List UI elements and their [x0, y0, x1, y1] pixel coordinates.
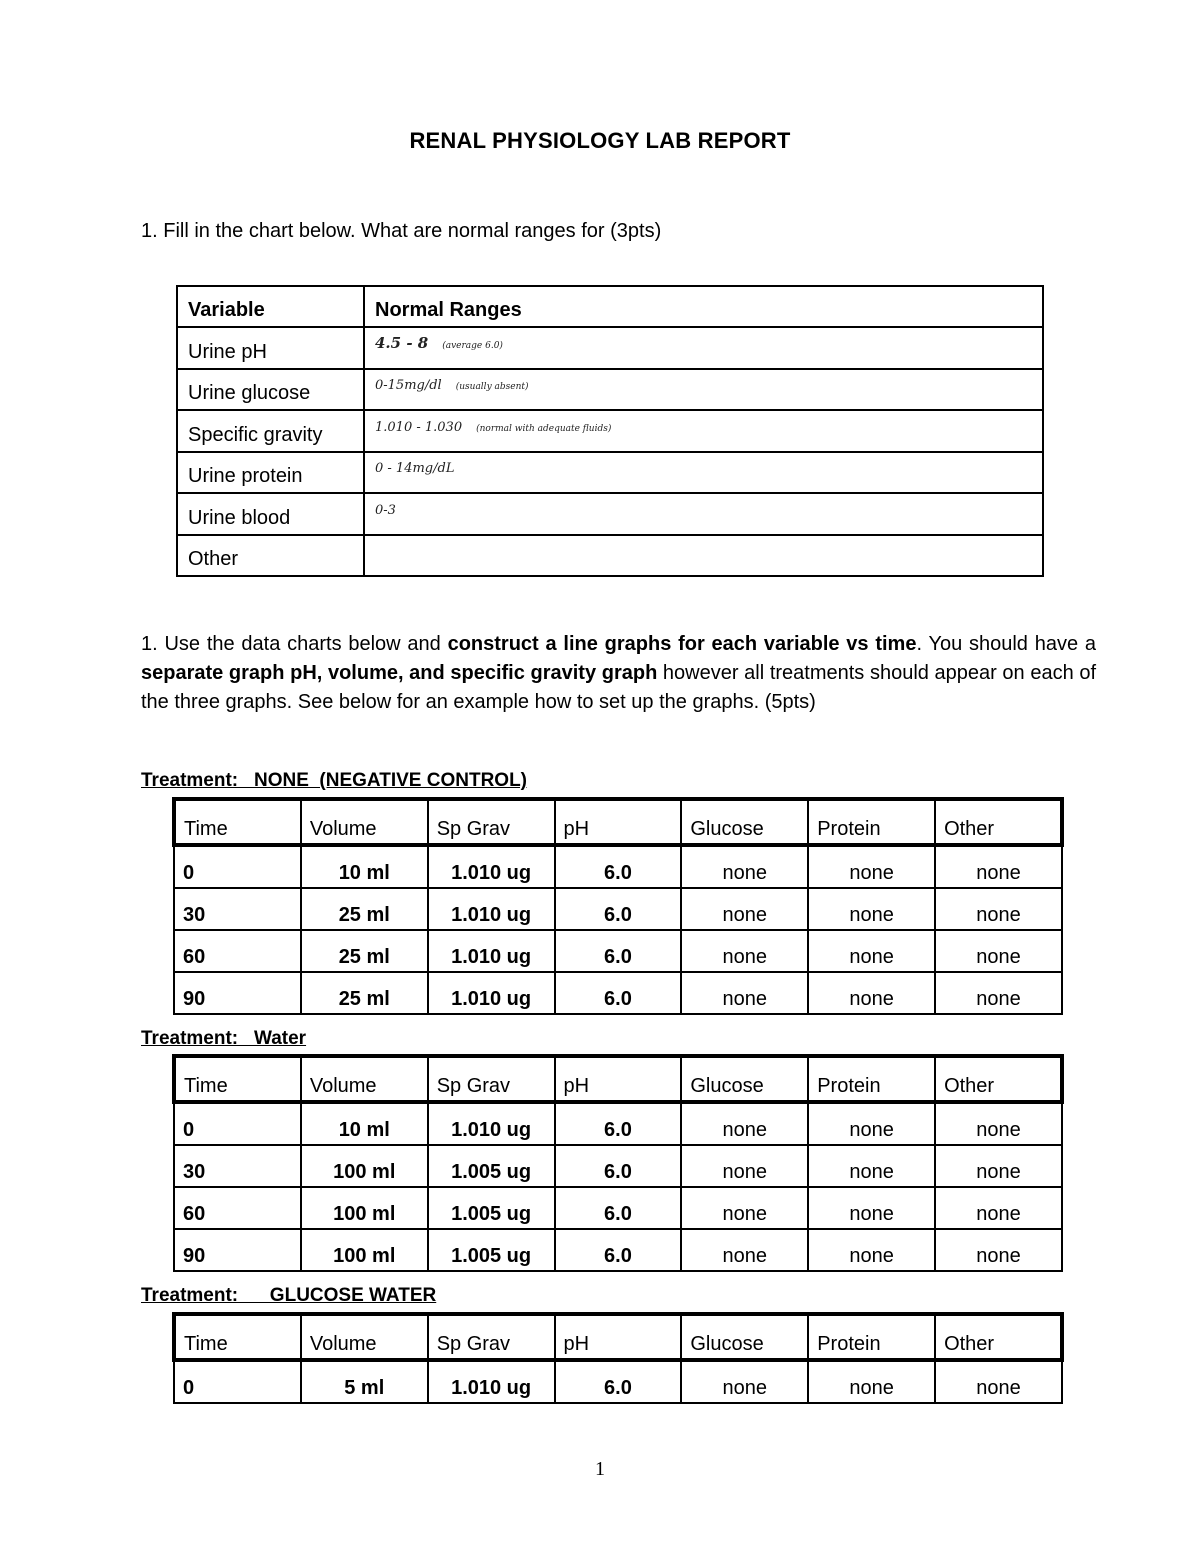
- column-header: Sp Grav: [428, 1314, 555, 1360]
- table-cell: 1.010 ug: [428, 1102, 555, 1145]
- normal-range-cell: [364, 410, 1043, 451]
- table-cell: 1.010 ug: [428, 845, 555, 888]
- page-number: 1: [595, 1458, 605, 1480]
- table-cell: none: [681, 1229, 808, 1271]
- column-header: Glucose: [681, 799, 808, 845]
- table-cell: 90: [174, 972, 301, 1014]
- table-cell: 1.010 ug: [428, 972, 555, 1014]
- table-cell: none: [935, 1102, 1062, 1145]
- table-cell: none: [935, 972, 1062, 1014]
- ranges-row: [177, 369, 1043, 410]
- table-cell: none: [808, 1145, 935, 1187]
- table-cell: none: [808, 845, 935, 888]
- normal-range-cell: [364, 452, 1043, 493]
- table-cell: 1.005 ug: [428, 1145, 555, 1187]
- table-cell: 90: [174, 1229, 301, 1271]
- table-cell: none: [935, 845, 1062, 888]
- treatment-label-negative-control: Treatment: NONE (NEGATIVE CONTROL): [141, 770, 528, 791]
- column-header: Glucose: [681, 1056, 808, 1102]
- column-header: Sp Grav: [428, 1056, 555, 1102]
- table-cell: 10 ml: [301, 1102, 428, 1145]
- variable-name: Specific gravity: [177, 410, 364, 451]
- graph-instructions: 1. Use the data charts below and construct a line graphs for each variable vs time. You should have a separate graph pH, volume, and specific gravity graph however all treatments should appear on each of the three graphs. See below for an example how to set up the graphs. (5pts): [141, 633, 1097, 713]
- table-row: [174, 972, 1062, 1014]
- ranges-row: [177, 327, 1043, 368]
- table-cell: none: [681, 1145, 808, 1187]
- normal-range-cell: [364, 493, 1043, 534]
- table-cell: none: [935, 888, 1062, 930]
- table-cell: none: [935, 1229, 1062, 1271]
- column-header: Glucose: [681, 1314, 808, 1360]
- column-header: Volume: [301, 1056, 428, 1102]
- table-cell: none: [935, 930, 1062, 972]
- column-header: Time: [174, 799, 301, 845]
- column-header: Other: [935, 1314, 1062, 1360]
- table-cell: 30: [174, 1145, 301, 1187]
- table-row: [174, 1187, 1062, 1229]
- table-cell: 1.010 ug: [428, 930, 555, 972]
- handwritten-range: 0-15mg/dl: [375, 378, 442, 394]
- table-row: [174, 1102, 1062, 1145]
- table-cell: 6.0: [555, 1187, 682, 1229]
- treatment-label-water: Treatment: Water: [141, 1028, 307, 1049]
- handwritten-note: (usually absent): [455, 382, 529, 393]
- ranges-row: [177, 410, 1043, 451]
- table-cell: 6.0: [555, 930, 682, 972]
- normal-range-cell: [364, 369, 1043, 410]
- table-cell: 60: [174, 1187, 301, 1229]
- ranges-header-cell: Normal Ranges: [364, 286, 1043, 327]
- table-cell: none: [935, 1187, 1062, 1229]
- variable-name: Urine glucose: [177, 369, 364, 410]
- table-cell: 6.0: [555, 845, 682, 888]
- table-cell: none: [935, 1360, 1062, 1403]
- normal-ranges-table: [176, 285, 1044, 577]
- table-cell: 6.0: [555, 1145, 682, 1187]
- ranges-row: [177, 452, 1043, 493]
- table-cell: 6.0: [555, 888, 682, 930]
- table-cell: 5 ml: [301, 1360, 428, 1403]
- column-header: Other: [935, 1056, 1062, 1102]
- table-cell: 1.010 ug: [428, 1360, 555, 1403]
- column-header: Other: [935, 799, 1062, 845]
- table-cell: 1.005 ug: [428, 1229, 555, 1271]
- table-cell: none: [808, 972, 935, 1014]
- handwritten-note: (average 6.0): [442, 340, 503, 351]
- table-cell: none: [808, 888, 935, 930]
- table-cell: 6.0: [555, 1360, 682, 1403]
- table-cell: 0: [174, 845, 301, 888]
- handwritten-range: 0 - 14mg/dL: [375, 461, 455, 477]
- ranges-row: [177, 535, 1043, 576]
- table-cell: none: [808, 930, 935, 972]
- variable-name: Urine protein: [177, 452, 364, 493]
- table-row: [174, 1229, 1062, 1271]
- column-header: Volume: [301, 1314, 428, 1360]
- column-header: Protein: [808, 799, 935, 845]
- ranges-row: [177, 493, 1043, 534]
- handwritten-range: 0-3: [375, 502, 396, 518]
- column-header: pH: [555, 1314, 682, 1360]
- table-cell: 6.0: [555, 1229, 682, 1271]
- table-cell: none: [681, 1360, 808, 1403]
- table-cell: none: [808, 1360, 935, 1403]
- handwritten-range: 4.5 - 8: [375, 333, 429, 352]
- normal-range-cell: [364, 327, 1043, 368]
- table-cell: 0: [174, 1102, 301, 1145]
- table-cell: none: [808, 1229, 935, 1271]
- table-cell: none: [681, 972, 808, 1014]
- column-header: pH: [555, 799, 682, 845]
- column-header: Volume: [301, 799, 428, 845]
- table-row: [174, 930, 1062, 972]
- table-row: [174, 1360, 1062, 1403]
- table-cell: 100 ml: [301, 1145, 428, 1187]
- table-cell: none: [681, 1187, 808, 1229]
- table-row: [174, 888, 1062, 930]
- column-header: Time: [174, 1314, 301, 1360]
- question-1: 1. Fill in the chart below. What are normal ranges for (3pts): [141, 220, 662, 242]
- table-cell: none: [681, 1102, 808, 1145]
- page-title: RENAL PHYSIOLOGY LAB REPORT: [409, 128, 791, 153]
- treatment-table-glucose-water: [172, 1312, 1064, 1404]
- table-cell: 25 ml: [301, 930, 428, 972]
- table-cell: none: [935, 1145, 1062, 1187]
- table-cell: 30: [174, 888, 301, 930]
- column-header: Sp Grav: [428, 799, 555, 845]
- treatment-table-water: [172, 1054, 1064, 1272]
- table-cell: 100 ml: [301, 1229, 428, 1271]
- table-cell: 6.0: [555, 1102, 682, 1145]
- handwritten-note: (normal with adequate fluids): [476, 423, 612, 434]
- column-header: Protein: [808, 1056, 935, 1102]
- table-cell: 25 ml: [301, 888, 428, 930]
- column-header: Time: [174, 1056, 301, 1102]
- normal-range-cell: [364, 535, 1043, 576]
- table-cell: 10 ml: [301, 845, 428, 888]
- table-cell: 60: [174, 930, 301, 972]
- column-header: Protein: [808, 1314, 935, 1360]
- treatment-label-glucose-water: Treatment: GLUCOSE WATER: [141, 1285, 437, 1306]
- table-cell: none: [681, 888, 808, 930]
- table-cell: none: [681, 930, 808, 972]
- table-cell: 6.0: [555, 972, 682, 1014]
- variable-name: Urine pH: [177, 327, 364, 368]
- variable-name: Urine blood: [177, 493, 364, 534]
- table-row: [174, 845, 1062, 888]
- variable-name: Other: [177, 535, 364, 576]
- table-cell: 1.005 ug: [428, 1187, 555, 1229]
- table-cell: none: [681, 845, 808, 888]
- table-cell: 1.010 ug: [428, 888, 555, 930]
- handwritten-range: 1.010 - 1.030: [375, 419, 463, 435]
- table-cell: 100 ml: [301, 1187, 428, 1229]
- table-cell: none: [808, 1187, 935, 1229]
- column-header: pH: [555, 1056, 682, 1102]
- table-row: [174, 1145, 1062, 1187]
- table-cell: none: [808, 1102, 935, 1145]
- ranges-header-cell: Variable: [177, 286, 364, 327]
- table-cell: 25 ml: [301, 972, 428, 1014]
- treatment-table-negative-control: [172, 797, 1064, 1015]
- table-cell: 0: [174, 1360, 301, 1403]
